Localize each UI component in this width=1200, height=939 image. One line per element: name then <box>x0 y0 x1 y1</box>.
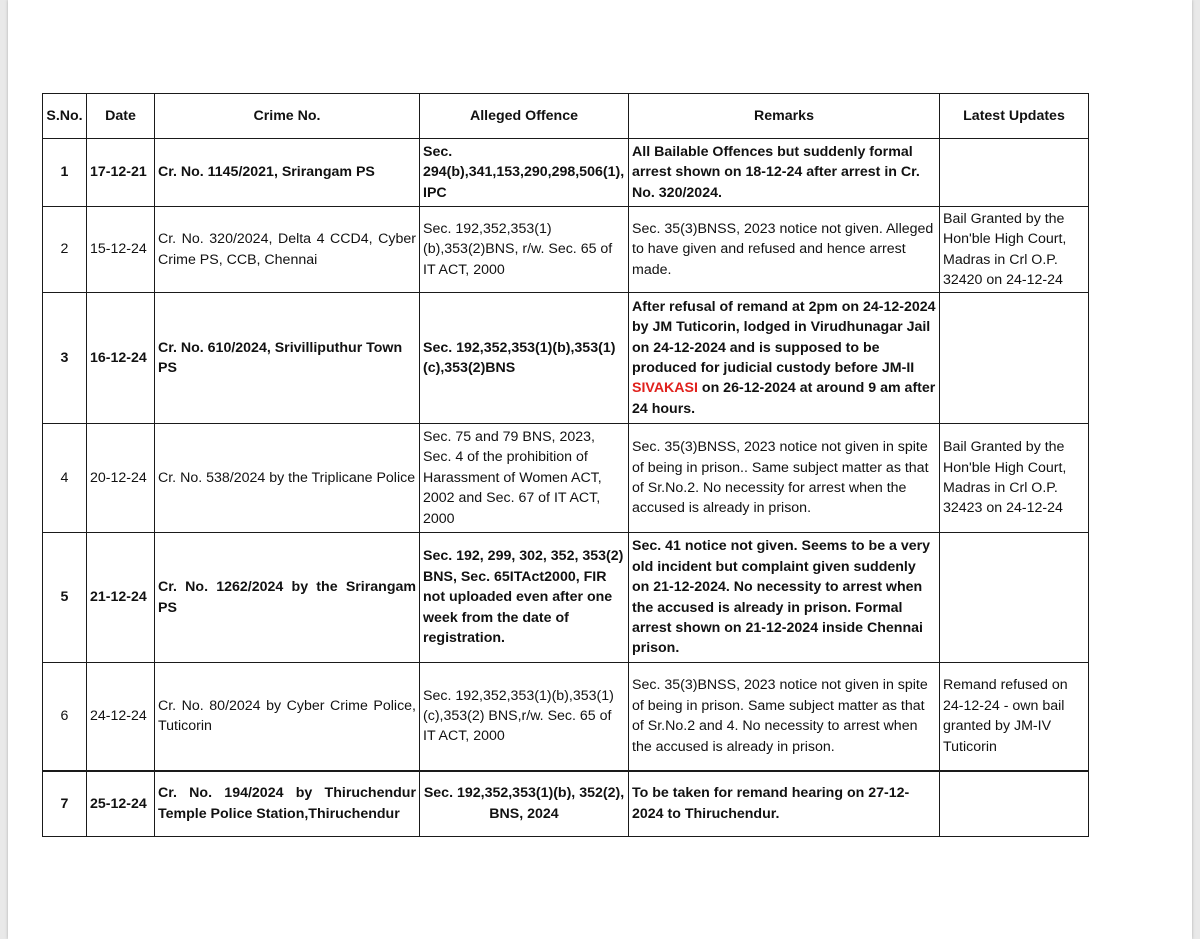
cell-date: 20-12-24 <box>87 424 155 533</box>
header-row <box>43 94 1089 139</box>
header-sno: S.No. <box>43 94 87 139</box>
cell-crime-no: Cr. No. 610/2024, Srivilliputhur Town PS <box>155 293 420 424</box>
cell-date: 15-12-24 <box>87 207 155 293</box>
cell-remarks: All Bailable Offences but suddenly formal arrest shown on 18-12-24 after arrest in Cr. No. 320/2024. <box>629 139 940 207</box>
cell-latest-updates <box>940 771 1089 837</box>
cell-date: 25-12-24 <box>87 771 155 837</box>
cell-alleged-offence: Sec. 75 and 79 BNS, 2023, Sec. 4 of the prohibition of Harassment of Women ACT, 2002 and Sec. 67 of IT ACT, 2000 <box>420 424 629 533</box>
cell-remarks: Sec. 35(3)BNSS, 2023 notice not given in spite of being in prison.. Same subject matter as that of Sr.No.2. No necessity for arrest when the accused is already in prison. <box>629 424 940 533</box>
remarks-text: After refusal of remand at 2pm on 24-12-2024 by JM Tuticorin, lodged in Virudhunagar Jail on 24-12-2024 and is supposed to be produced for judicial custody before JM-II <box>632 298 936 376</box>
cell-crime-no: Cr. No. 320/2024, Delta 4 CCD4, Cyber Crime PS, CCB, Chennai <box>155 207 420 293</box>
cell-crime-no: Cr. No. 1262/2024 by the Srirangam PS <box>155 533 420 663</box>
cell-latest-updates <box>940 533 1089 663</box>
cell-latest-updates: Remand refused on 24-12-24 - own bail granted by JM-IV Tuticorin <box>940 663 1089 771</box>
cell-sno: 4 <box>43 424 87 533</box>
table-row <box>43 771 1089 837</box>
table-row <box>43 207 1089 293</box>
cell-date: 17-12-21 <box>87 139 155 207</box>
table-row <box>43 533 1089 663</box>
cell-sno: 7 <box>43 771 87 837</box>
cell-crime-no: Cr. No. 194/2024 by Thiruchendur Temple Police Station,Thiruchendur <box>155 771 420 837</box>
cell-date: 21-12-24 <box>87 533 155 663</box>
cell-sno: 1 <box>43 139 87 207</box>
header-latest-updates: Latest Updates <box>940 94 1089 139</box>
cell-remarks: Sec. 35(3)BNSS, 2023 notice not given. Alleged to have given and refused and hence arrest made. <box>629 207 940 293</box>
cell-latest-updates: Bail Granted by the Hon'ble High Court, Madras in Crl O.P. 32423 on 24-12-24 <box>940 424 1089 533</box>
cell-remarks <box>629 293 940 424</box>
table-row <box>43 139 1089 207</box>
cell-alleged-offence: Sec. 192,352,353(1)(b),353(2)BNS, r/w. Sec. 65 of IT ACT, 2000 <box>420 207 629 293</box>
cell-crime-no: Cr. No. 80/2024 by Cyber Crime Police, Tuticorin <box>155 663 420 771</box>
table-row <box>43 663 1089 771</box>
cell-alleged-offence: Sec. 192, 299, 302, 352, 353(2) BNS, Sec. 65ITAct2000, FIR not uploaded even after one week from the date of registration. <box>420 533 629 663</box>
cell-sno: 3 <box>43 293 87 424</box>
cell-remarks: Sec. 41 notice not given. Seems to be a very old incident but complaint given suddenly on 21-12-2024. No necessity to arrest when the accused is already in prison. Formal arrest shown on 21-12-2024 inside Chennai prison. <box>629 533 940 663</box>
cell-sno: 2 <box>43 207 87 293</box>
cell-latest-updates <box>940 293 1089 424</box>
cell-remarks: Sec. 35(3)BNSS, 2023 notice not given in spite of being in prison. Same subject matter as that of Sr.No.2 and 4. No necessity to arrest when the accused is already in prison. <box>629 663 940 771</box>
header-alleged-offence: Alleged Offence <box>420 94 629 139</box>
header-crime-no: Crime No. <box>155 94 420 139</box>
cell-date: 24-12-24 <box>87 663 155 771</box>
cell-date: 16-12-24 <box>87 293 155 424</box>
header-date: Date <box>87 94 155 139</box>
cell-latest-updates: Bail Granted by the Hon'ble High Court, Madras in Crl O.P. 32420 on 24-12-24 <box>940 207 1089 293</box>
remarks-text: on 26-12-2024 at around 9 am after 24 hours. <box>632 380 936 417</box>
header-remarks: Remarks <box>629 94 940 139</box>
table-row <box>43 293 1089 424</box>
cell-sno: 6 <box>43 663 87 771</box>
document-page <box>8 0 1192 939</box>
table-row <box>43 424 1089 533</box>
cell-alleged-offence: Sec. 294(b),341,153,290,298,506(1),IPC <box>420 139 629 207</box>
cell-alleged-offence: Sec. 192,352,353(1)(b),353(1)(c),353(2)BNS <box>420 293 629 424</box>
cell-crime-no: Cr. No. 538/2024 by the Triplicane Police <box>155 424 420 533</box>
cell-alleged-offence: Sec. 192,352,353(1)(b), 352(2), BNS, 2024 <box>420 771 629 837</box>
cell-sno: 5 <box>43 533 87 663</box>
case-table <box>42 93 1089 837</box>
cell-latest-updates <box>940 139 1089 207</box>
cell-alleged-offence: Sec. 192,352,353(1)(b),353(1)(c),353(2) BNS,r/w. Sec. 65 of IT ACT, 2000 <box>420 663 629 771</box>
cell-crime-no: Cr. No. 1145/2021, Srirangam PS <box>155 139 420 207</box>
cell-remarks: To be taken for remand hearing on 27-12-2024 to Thiruchendur. <box>629 771 940 837</box>
highlighted-place: SIVAKASI <box>632 380 698 397</box>
